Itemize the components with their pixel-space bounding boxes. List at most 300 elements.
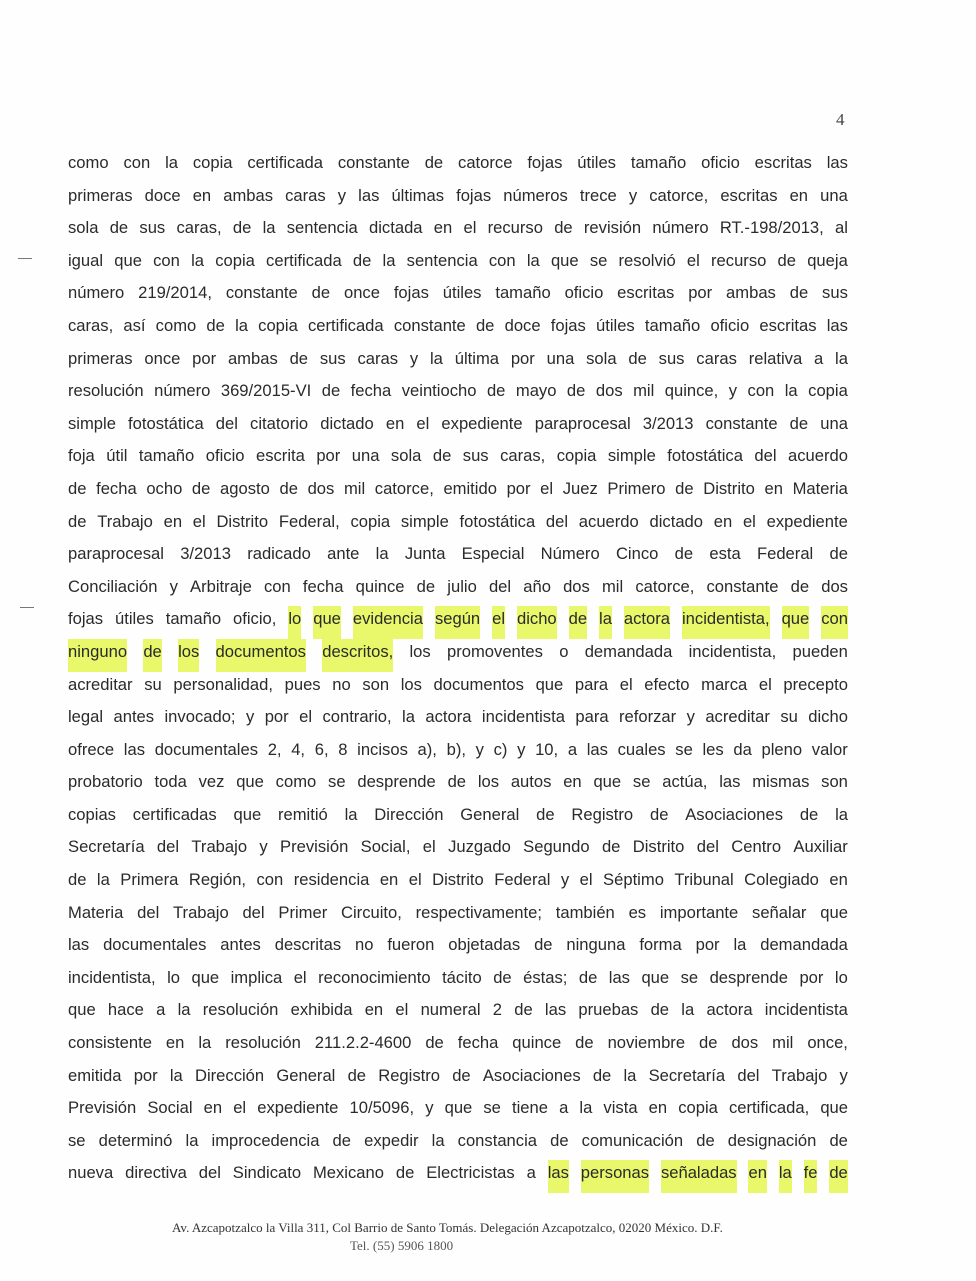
highlighted-word: dicho (517, 606, 557, 639)
text-line (68, 900, 848, 933)
word: o (559, 641, 569, 661)
word: vez (198, 772, 225, 792)
word: Centro (731, 837, 782, 857)
text-line (68, 834, 848, 867)
word: Distrito (632, 837, 685, 857)
word: es (628, 902, 647, 922)
word: oficio (564, 283, 604, 303)
word: no (354, 935, 374, 955)
word: constante (393, 315, 466, 335)
word: de (534, 935, 553, 955)
word: Asociaciones (685, 804, 784, 824)
word: la (835, 348, 848, 368)
footer-address: Av. Azcapotzalco la Villa 311, Col Barrio de Santo Tomás. Delegación Azcapotzalco, 02020 México. D.F. (172, 1220, 723, 1235)
word: de (486, 381, 506, 401)
word: 211.2.2-4600 (314, 1033, 412, 1053)
word: en (829, 870, 848, 890)
document-body (68, 150, 848, 1193)
highlighted-word: señaladas (661, 1160, 737, 1193)
word: de (109, 218, 129, 238)
word: resolución (225, 1033, 301, 1053)
word: radicado (247, 544, 311, 564)
word: designación (727, 1130, 817, 1150)
word: tamaño (165, 609, 222, 629)
word: de (493, 967, 512, 987)
word: con (488, 250, 516, 270)
word: emitida (68, 1065, 122, 1085)
word: a (814, 348, 824, 368)
word: que (820, 1098, 848, 1118)
word: copia (215, 250, 255, 270)
word: dos (731, 1033, 759, 1053)
word: 10, (535, 739, 559, 759)
word: del (156, 837, 180, 857)
word: de (674, 544, 694, 564)
word: doce (144, 185, 181, 205)
word: incidentista, (68, 967, 156, 987)
word: oficio (710, 315, 750, 335)
word: c) (493, 739, 508, 759)
text-line (68, 248, 848, 281)
word: de (289, 348, 309, 368)
word: el (233, 1098, 247, 1118)
word: caras, (68, 315, 114, 335)
word: las (719, 772, 741, 792)
word: la (375, 544, 389, 564)
word: Registro (378, 1065, 441, 1085)
text-line (68, 509, 848, 542)
word: de (321, 381, 341, 401)
word: certificada, (728, 1098, 810, 1118)
word: Conciliación (68, 576, 158, 596)
word: respectivamente; (415, 902, 542, 922)
word: sus (822, 283, 848, 303)
word: que (535, 674, 564, 694)
word: 3/2013 (180, 544, 231, 564)
text-line (68, 932, 848, 965)
word: resolución (68, 381, 144, 401)
word: Trabajo (191, 837, 248, 857)
word: Juzgado (448, 837, 511, 857)
word: pues (284, 674, 321, 694)
word: ambas (223, 185, 274, 205)
word: escritas (759, 315, 817, 335)
word: revisión (583, 218, 642, 238)
word: Previsión (68, 1098, 137, 1118)
word: se (328, 772, 346, 792)
highlighted-word: los (178, 639, 199, 672)
word: autos (510, 772, 552, 792)
word: copia (808, 381, 848, 401)
word: constante (706, 576, 779, 596)
word: acuerdo (788, 446, 848, 466)
word: paraprocesal (534, 413, 631, 433)
word: las (358, 185, 380, 205)
word: de (699, 1033, 718, 1053)
word: las (123, 739, 146, 759)
word: de (279, 478, 298, 498)
word: trece (579, 185, 617, 205)
word: b), (446, 739, 466, 759)
word: de (206, 315, 225, 335)
word: mil (343, 478, 366, 498)
word: Primera (120, 870, 179, 890)
word: tamaño (495, 283, 551, 303)
word: copia (192, 153, 233, 172)
word: de (416, 576, 436, 596)
word: resolución (202, 1000, 279, 1020)
word: queja (807, 250, 848, 270)
word: de (696, 1130, 715, 1150)
word: por (264, 707, 289, 727)
word: de (68, 870, 87, 890)
word: importante (659, 902, 739, 922)
word: Secretaría (68, 837, 145, 857)
highlighted-word: con (821, 606, 848, 639)
word: de (395, 1163, 415, 1183)
word: en (764, 478, 783, 498)
word: número (154, 381, 211, 401)
word: por (316, 446, 341, 466)
word: en (163, 511, 183, 531)
word: Social, (360, 837, 411, 857)
word: fecha (350, 381, 392, 401)
word: quince (355, 576, 405, 596)
word: de (432, 446, 452, 466)
word: Cinco (615, 544, 659, 564)
word: simple (68, 413, 116, 433)
word: esta (709, 544, 741, 564)
word: con (263, 576, 291, 596)
word: del (137, 902, 160, 922)
word: Electricistas (426, 1163, 515, 1183)
text-line (68, 704, 848, 737)
word: Primer (278, 902, 328, 922)
word: la (235, 315, 248, 335)
word: de (424, 153, 444, 172)
word: julio (447, 576, 477, 596)
word: una (351, 446, 380, 466)
word: antes (113, 707, 155, 727)
text-line (68, 313, 848, 346)
text-line (68, 1128, 848, 1161)
highlighted-word: documentos (216, 639, 306, 672)
highlighted-word: que (313, 606, 341, 639)
word: la (165, 153, 178, 172)
word: pleno (761, 739, 803, 759)
word: acreditar (705, 707, 770, 727)
word: hace (107, 1000, 144, 1020)
word: 2 (492, 1000, 502, 1020)
word: pueden (792, 641, 848, 661)
word: así (123, 315, 146, 335)
word: ante (327, 544, 360, 564)
word: en (364, 1000, 384, 1020)
footer-phone: Tel. (55) 5906 1800 (350, 1238, 454, 1253)
word: Materia (68, 902, 124, 922)
word: por (506, 478, 531, 498)
word: expediente (257, 1098, 339, 1118)
text-line (68, 215, 848, 248)
word: fotostática (459, 511, 536, 531)
word: igual (68, 250, 104, 270)
word: Número (540, 544, 600, 564)
word: se (675, 739, 693, 759)
word: y (839, 1065, 848, 1085)
word: ambas (726, 283, 776, 303)
word: Distrito (432, 870, 484, 890)
highlighted-word: descritos, (322, 639, 393, 672)
word: las (68, 935, 90, 955)
word: que (233, 804, 262, 824)
word: doce (504, 315, 541, 335)
word: contrario, (322, 707, 392, 727)
word: de (566, 381, 586, 401)
highlighted-word: según (435, 606, 480, 639)
highlighted-word: actora (624, 606, 670, 639)
word: demandada (760, 935, 848, 955)
word: expedir (364, 1130, 419, 1150)
word: y (169, 576, 178, 596)
text-line (68, 150, 848, 183)
word: les (702, 739, 724, 759)
word: en (648, 1098, 668, 1118)
word: once, (807, 1033, 848, 1053)
word: fojas (393, 283, 429, 303)
word: en (433, 218, 453, 238)
word: Distrito (703, 478, 755, 498)
word: las (826, 153, 848, 172)
word: el (416, 413, 430, 433)
word: señalar (752, 902, 807, 922)
word: caras, (176, 218, 222, 238)
word: de (650, 1000, 670, 1020)
word: remitió (277, 804, 328, 824)
word: los (477, 772, 500, 792)
word: tiene (512, 1098, 548, 1118)
word: demandada (584, 641, 673, 661)
word: 6, (314, 739, 329, 759)
word: del (737, 1065, 760, 1085)
word: efecto (644, 674, 690, 694)
word: 8 (338, 739, 348, 759)
word: en (192, 185, 212, 205)
word: recurso (711, 250, 767, 270)
word: de (311, 283, 331, 303)
highlighted-word: de (569, 606, 587, 639)
word: Federal, (278, 511, 340, 531)
word: sola (390, 446, 422, 466)
word: descritas (274, 935, 342, 955)
word: dos (595, 381, 623, 401)
word: son (362, 674, 390, 694)
word: el (299, 707, 313, 727)
word: de (790, 576, 810, 596)
word: consistente (68, 1033, 152, 1053)
word: marca (701, 674, 748, 694)
word: al (835, 218, 848, 238)
word: de (425, 1033, 444, 1053)
word: sentencia (406, 250, 478, 270)
word: se (483, 1098, 501, 1118)
word: sentencia (286, 218, 358, 238)
word: numeral (420, 1000, 481, 1020)
word: de (68, 478, 87, 498)
word: la (402, 707, 415, 727)
word: que (593, 772, 622, 792)
word: de (789, 413, 809, 433)
word: Trabajo (771, 1065, 828, 1085)
word: oficio (205, 446, 245, 466)
text-line (68, 769, 848, 802)
word: las (608, 967, 630, 987)
word: 219/2014, (138, 283, 212, 303)
word: simple (400, 511, 449, 531)
word: Especial (461, 544, 525, 564)
word: y (475, 739, 484, 759)
word: por (133, 1065, 158, 1085)
word: escritas (617, 283, 675, 303)
word: pruebas (578, 1000, 639, 1020)
word: de (829, 1130, 848, 1150)
word: mismas (752, 772, 810, 792)
word: de (649, 804, 669, 824)
highlighted-word: ninguno (68, 639, 127, 672)
word: una (546, 348, 575, 368)
word: fueron (387, 935, 435, 955)
word: la (835, 804, 848, 824)
word: de (578, 967, 598, 987)
word: residencia (293, 870, 370, 890)
word: objetadas (448, 935, 521, 955)
text-line (68, 476, 848, 509)
word: Colegiado (744, 870, 819, 890)
word: la (784, 381, 798, 401)
word: caras (357, 348, 399, 368)
highlighted-word: evidencia (353, 606, 423, 639)
word: expediente (441, 413, 523, 433)
word: y (337, 185, 347, 205)
word: vista (603, 1098, 638, 1118)
word: que (191, 967, 220, 987)
word: once (343, 283, 380, 303)
text-line (68, 541, 848, 574)
word: en (563, 772, 582, 792)
word: última (454, 348, 499, 368)
word: en (789, 185, 809, 205)
word: con (123, 153, 151, 172)
word: la (177, 1000, 191, 1020)
text-line (68, 378, 848, 411)
word: legal (68, 707, 104, 727)
word: se (632, 772, 651, 792)
word: por (192, 348, 217, 368)
word: del (198, 1163, 221, 1183)
word: dos (821, 576, 848, 596)
word: de (452, 1065, 471, 1085)
scan-mark (18, 258, 32, 259)
word: de (601, 837, 621, 857)
word: improcedencia (211, 1130, 320, 1150)
word: la (169, 1065, 183, 1085)
word: 4, (291, 739, 306, 759)
word: mil (601, 576, 624, 596)
word: que (444, 1098, 473, 1118)
word: útiles (577, 153, 616, 172)
word: Primero (607, 478, 666, 498)
word: forma (639, 935, 682, 955)
word: la (431, 1130, 445, 1150)
text-line (68, 443, 848, 476)
word: útil (106, 446, 128, 466)
word: Federal (756, 544, 814, 564)
word: y (560, 870, 570, 890)
word: el (408, 870, 422, 890)
word: copia (258, 315, 298, 335)
word: desprende (357, 772, 436, 792)
word: son (821, 772, 848, 792)
word: mayo (515, 381, 557, 401)
word: que (68, 1000, 96, 1020)
word: constancia (457, 1130, 537, 1150)
word: caras (696, 348, 737, 368)
text-line (68, 411, 848, 444)
word: de (191, 478, 211, 498)
word: General (460, 804, 520, 824)
word: la (526, 250, 540, 270)
word: nueva (68, 1163, 114, 1183)
word: ninguna (566, 935, 626, 955)
word: reforzar (619, 707, 677, 727)
word: fojas (527, 153, 563, 172)
word: también (555, 902, 615, 922)
word: actora (706, 1000, 753, 1020)
word: antes (220, 935, 261, 955)
text-line (68, 997, 848, 1030)
word: dos (563, 576, 590, 596)
word: de (68, 511, 87, 531)
word: fotostática (667, 446, 743, 466)
word: catorce (458, 153, 513, 172)
word: dos (307, 478, 335, 498)
word: quince, (664, 381, 719, 401)
highlighted-word: el (492, 606, 505, 639)
highlighted-word: de (143, 639, 161, 672)
word: foja (68, 446, 95, 466)
word: que (550, 250, 579, 270)
word: acuerdo (578, 511, 639, 531)
word: sus (658, 348, 685, 368)
text-line (68, 1160, 848, 1193)
word: a (156, 1000, 166, 1020)
word: el (422, 837, 436, 857)
word: el (619, 674, 633, 694)
word: Auxiliar (793, 837, 848, 857)
word: sus (139, 218, 166, 238)
word: tamaño (138, 446, 195, 466)
word: Segundo (523, 837, 590, 857)
word: a (567, 739, 578, 759)
word: de (829, 544, 848, 564)
word: acreditar (68, 674, 133, 694)
word: fotostática (128, 413, 204, 433)
word: por (799, 967, 824, 987)
word: su (780, 707, 798, 727)
word: caras, (500, 446, 546, 466)
word: para (574, 674, 609, 694)
word: primeras (68, 185, 133, 205)
word: a (526, 1163, 536, 1183)
